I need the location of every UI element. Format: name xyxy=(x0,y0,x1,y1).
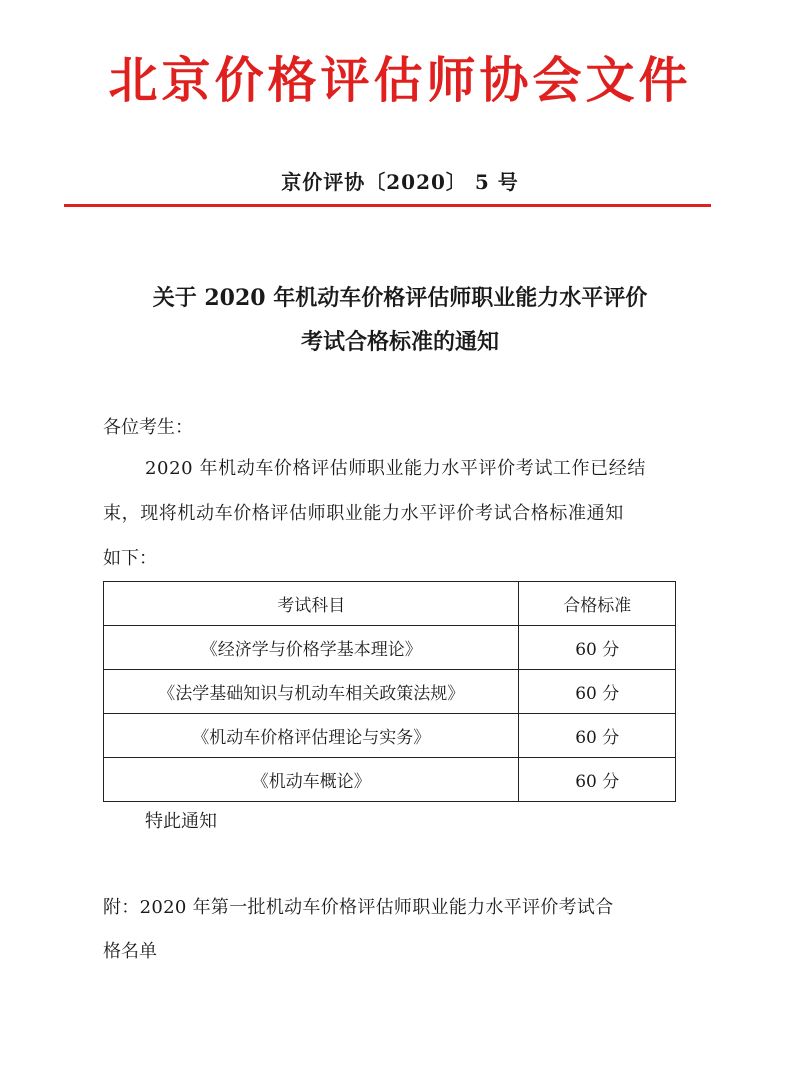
notice-title-line-2: 考试合格标准的通知 xyxy=(300,329,499,355)
score-cell: 60 分 xyxy=(519,626,676,670)
score-cell: 60 分 xyxy=(519,670,676,714)
score-cell: 60 分 xyxy=(519,758,676,802)
header-divider xyxy=(64,204,711,207)
column-header-subject: 考试科目 xyxy=(104,582,519,626)
table-row xyxy=(104,714,676,758)
notice-title-line-1: 关于 2020 年机动车价格评估师职业能力水平评价 xyxy=(152,285,648,311)
table-row xyxy=(104,758,676,802)
subject-cell: 《机动车价格评估理论与实务》 xyxy=(104,714,519,758)
document-number: 京价评协〔2020〕 5 号 xyxy=(281,170,519,194)
table-row xyxy=(104,670,676,714)
subject-cell: 《经济学与价格学基本理论》 xyxy=(104,626,519,670)
subject-cell: 《机动车概论》 xyxy=(104,758,519,802)
attachment-line-1: 附：2020 年第一批机动车价格评估师职业能力水平评价考试合 xyxy=(103,897,614,918)
body-text-line-1: 2020 年机动车价格评估师职业能力水平评价考试工作已经结 xyxy=(145,458,646,479)
body-text-line-3: 如下： xyxy=(103,548,157,569)
closing-text: 特此通知 xyxy=(145,811,217,832)
body-text-line-2: 束，现将机动车价格评估师职业能力水平评价考试合格标准通知 xyxy=(103,503,624,524)
passing-standards-table xyxy=(103,581,676,802)
attachment-line-2: 格名单 xyxy=(103,941,157,962)
salutation: 各位考生： xyxy=(103,417,193,438)
score-cell: 60 分 xyxy=(519,714,676,758)
subject-cell: 《法学基础知识与机动车相关政策法规》 xyxy=(104,670,519,714)
organization-header: 北京价格评估师协会文件 xyxy=(108,51,692,109)
table-row xyxy=(104,626,676,670)
table-header-row xyxy=(104,582,676,626)
column-header-score: 合格标准 xyxy=(519,582,676,626)
